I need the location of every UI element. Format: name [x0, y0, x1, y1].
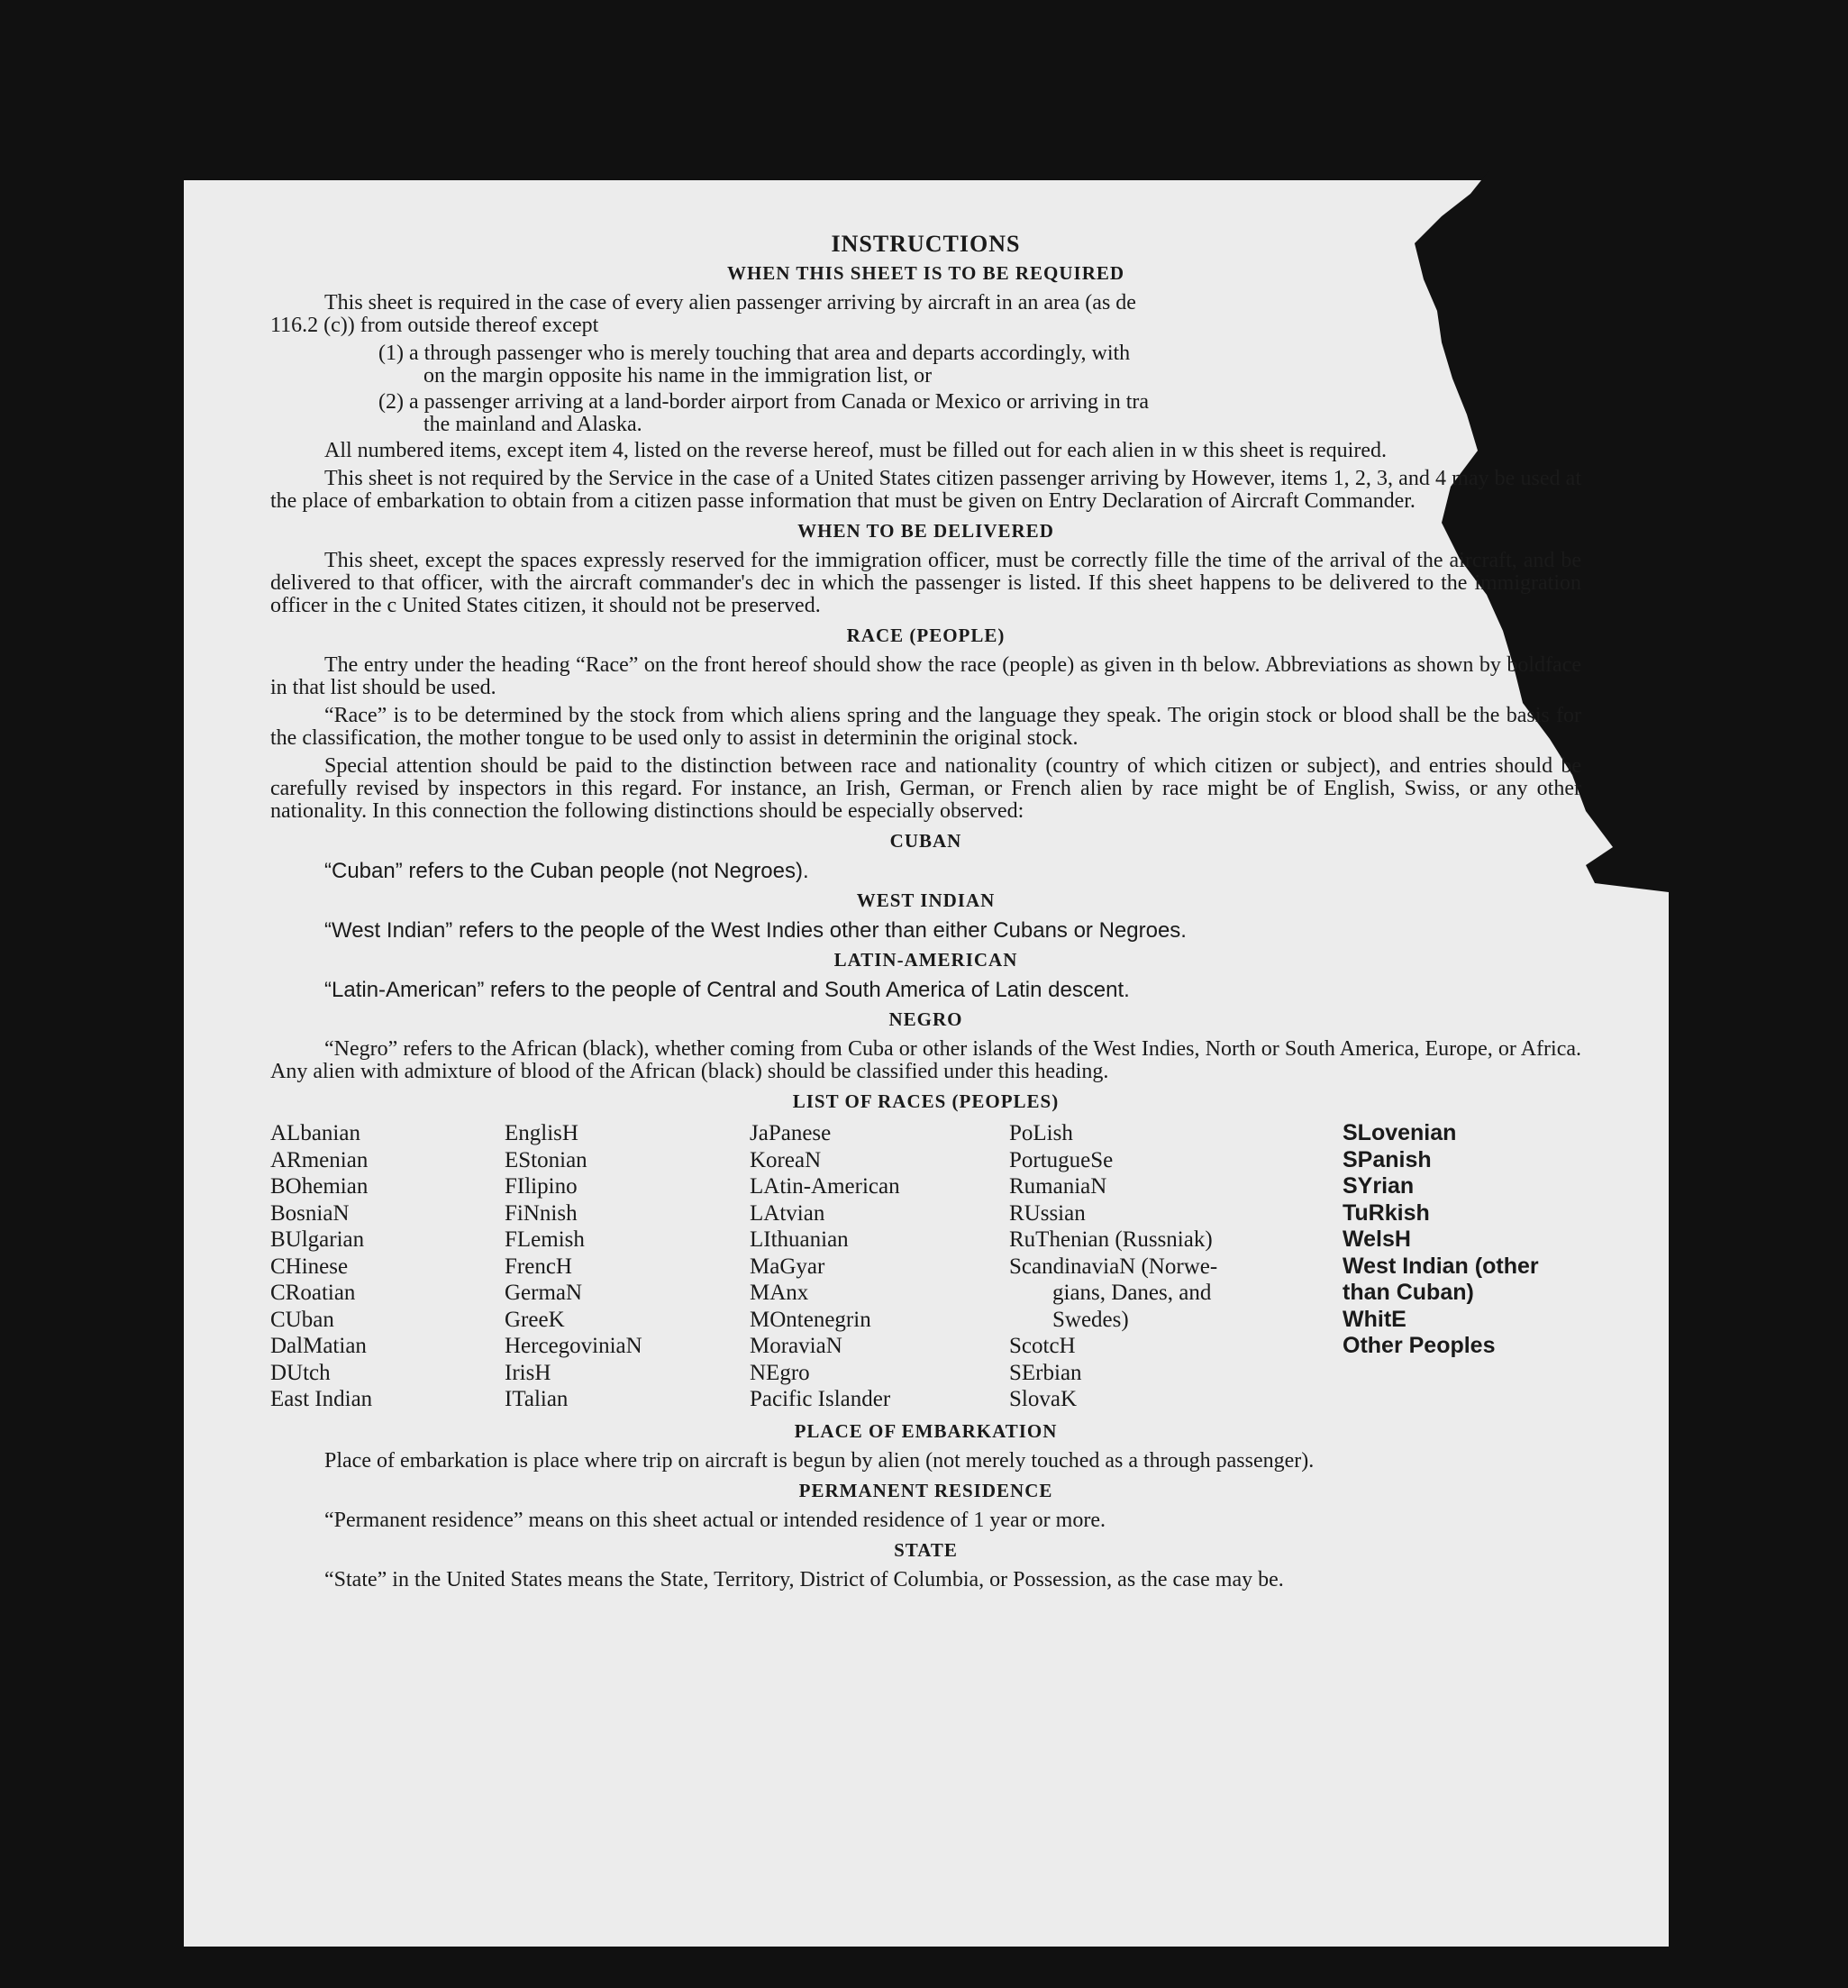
race-entry: SErbian	[1009, 1360, 1082, 1385]
race-entry: NEgro	[750, 1360, 810, 1385]
races-column	[505, 1120, 750, 1413]
race-entry: LAtin-American	[750, 1174, 900, 1199]
race-entry: TuRkish	[1343, 1199, 1430, 1226]
paragraph: “West Indian” refers to the people of the West Indies other than either Cubans or Negroes.	[324, 918, 1187, 943]
race-entry: gians, Danes, and	[1052, 1281, 1212, 1305]
section-heading-cuban: CUBAN	[889, 830, 962, 852]
race-entry: GermaN	[505, 1281, 583, 1305]
race-entry: ITalian	[505, 1387, 569, 1411]
paragraph: “Race” is to be determined by the stock from which aliens spring and the language they speak. The origin stock or blood shall be the basis for the classification, the mother tongue to be used only to assist in determinin the original stock.	[270, 704, 1581, 750]
race-entry: WelsH	[1343, 1227, 1411, 1252]
section-heading-latin-american: LATIN-AMERICAN	[833, 949, 1018, 971]
race-entry: SlovaK	[1009, 1387, 1077, 1411]
race-entry: MoraviaN	[750, 1334, 842, 1358]
race-entry: KoreaN	[750, 1147, 822, 1172]
paragraph: This sheet is required in the case of every alien passenger arriving by aircraft in an area (as de 116.2 (c)) from outside thereof except	[270, 291, 1136, 337]
race-entry: LAtvian	[750, 1200, 825, 1226]
section-heading-state: STATE	[894, 1538, 958, 1561]
race-entry: JaPanese	[750, 1121, 832, 1145]
paragraph: The entry under the heading “Race” on the front hereof should show the race (people) as given in th below. Abbreviations as shown by boldface in that list should be used.	[270, 653, 1581, 699]
race-entry: PortugueSe	[1009, 1147, 1114, 1172]
race-entry: LIthuanian	[750, 1227, 849, 1252]
section-heading-embarkation: PLACE OF EMBARKATION	[794, 1419, 1058, 1442]
race-entry: ARmenian	[270, 1147, 369, 1172]
race-entry: BosniaN	[270, 1200, 350, 1226]
race-entry: West Indian (other	[1343, 1253, 1539, 1279]
race-entry: EnglisH	[505, 1121, 578, 1145]
section-heading-race: RACE (PEOPLE)	[846, 625, 1006, 646]
race-entry: CUban	[270, 1307, 334, 1332]
paragraph: This sheet is not required by the Service in the case of a United States citizen passenger arriving by However, items 1, 2, 3, and 4 may be used at the place of embarkation to obtain from a citizen passe information that must be given on Entry Declaration of Aircraft Commander.	[270, 467, 1581, 513]
paragraph: “Cuban” refers to the Cuban people (not Negroes).	[324, 859, 809, 883]
race-entry: IrisH	[505, 1360, 551, 1385]
race-entry: ScotcH	[1009, 1334, 1076, 1358]
race-entry: ScandinaviaN (Norwe-	[1009, 1254, 1218, 1279]
race-entry: PoLish	[1009, 1121, 1073, 1145]
race-entry: BUlgarian	[270, 1227, 365, 1252]
section-heading-west-indian: WEST INDIAN	[856, 889, 996, 911]
race-entry: ALbanian	[270, 1121, 360, 1145]
list-item: (1) a through passenger who is merely touching that area and departs accordingly, with on the margin opposite his name in the immigration list, or	[378, 342, 1131, 388]
race-entry: WhitE	[1343, 1306, 1406, 1332]
paragraph: This sheet, except the spaces expressly reserved for the immigration officer, must be correctly fille the time of the arrival of the aircraft, and be delivered to that officer, with the aircraft commander's dec in which the passenger is listed. If this sheet happens to be delivered to the immigration officer in the c United States citizen, it should not be preserved.	[270, 549, 1581, 617]
race-entry: SPanish	[1343, 1146, 1432, 1172]
race-entry: EStonian	[505, 1147, 587, 1172]
race-entry: SYrian	[1343, 1173, 1415, 1199]
race-entry: Pacific Islander	[750, 1387, 891, 1411]
races-column	[1343, 1120, 1581, 1413]
paragraph: All numbered items, except item 4, listed on the reverse hereof, must be filled out for each alien in w this sheet is required.	[324, 439, 1387, 462]
race-entry: MaGyar	[750, 1254, 825, 1279]
paragraph: Special attention should be paid to the distinction between race and nationality (country of which citizen or subject), and entries should be carefully revised by inspectors in this regard. For instance, an Irish, German, or French alien by race might be of English, Swiss, or any other nationality. In this connection the following distinctions should be especially observed:	[270, 754, 1581, 823]
race-entry: Swedes)	[1052, 1307, 1129, 1332]
page-title: INSTRUCTIONS	[831, 231, 1021, 257]
section-heading-delivered: WHEN TO BE DELIVERED	[797, 520, 1054, 542]
race-entry: DalMatian	[270, 1334, 367, 1358]
races-column	[270, 1120, 505, 1413]
instructions-text	[270, 233, 1581, 1597]
race-entry: FrencH	[505, 1254, 572, 1279]
paragraph: “Negro” refers to the African (black), whether coming from Cuba or other islands of the West Indies, North or South America, Europe, or Africa. Any alien with admixture of blood of the African (black) should be classified under this heading.	[270, 1037, 1581, 1083]
race-entry: CHinese	[270, 1254, 349, 1279]
paragraph: Place of embarkation is place where trip on aircraft is begun by alien (not merely touched as a through passenger).	[324, 1448, 1315, 1473]
race-entry: CRoatian	[270, 1281, 356, 1305]
race-entry: East Indian	[270, 1387, 373, 1411]
section-heading-required: WHEN THIS SHEET IS TO BE REQUIRED	[726, 262, 1125, 284]
race-entry: RuThenian (Russniak)	[1009, 1227, 1213, 1252]
race-entry: RUssian	[1009, 1200, 1086, 1226]
paragraph: “Latin-American” refers to the people of Central and South America of Latin descent.	[324, 978, 1130, 1002]
races-column	[1009, 1120, 1343, 1413]
section-heading-list: LIST OF RACES (PEOPLES)	[792, 1090, 1060, 1112]
paragraph: “State” in the United States means the State, Territory, District of Columbia, or Possession, as the case may be.	[324, 1567, 1284, 1591]
list-item: (2) a passenger arriving at a land-border airport from Canada or Mexico or arriving in tra the mainland and Alaska.	[378, 390, 1149, 436]
race-entry: GreeK	[505, 1307, 565, 1332]
race-entry: MOntenegrin	[750, 1307, 871, 1332]
race-entry: HercegoviniaN	[505, 1334, 642, 1358]
race-entry: RumaniaN	[1009, 1174, 1107, 1199]
race-entry: FiNnish	[505, 1200, 578, 1226]
section-heading-permanent-residence: PERMANENT RESIDENCE	[798, 1479, 1053, 1501]
race-entry: BOhemian	[270, 1174, 369, 1199]
section-heading-negro: NEGRO	[888, 1008, 963, 1030]
race-entry: than Cuban)	[1343, 1280, 1474, 1305]
paragraph: “Permanent residence” means on this sheet actual or intended residence of 1 year or more.	[324, 1508, 1106, 1532]
race-entry: Other Peoples	[1343, 1333, 1496, 1358]
races-column	[750, 1120, 1009, 1413]
race-entry: FLemish	[505, 1227, 585, 1252]
race-entry: MAnx	[750, 1281, 809, 1305]
race-entry: SLovenian	[1343, 1120, 1457, 1145]
race-entry: FIlipino	[505, 1174, 578, 1199]
race-entry: DUtch	[270, 1360, 331, 1385]
races-list	[270, 1120, 1581, 1413]
